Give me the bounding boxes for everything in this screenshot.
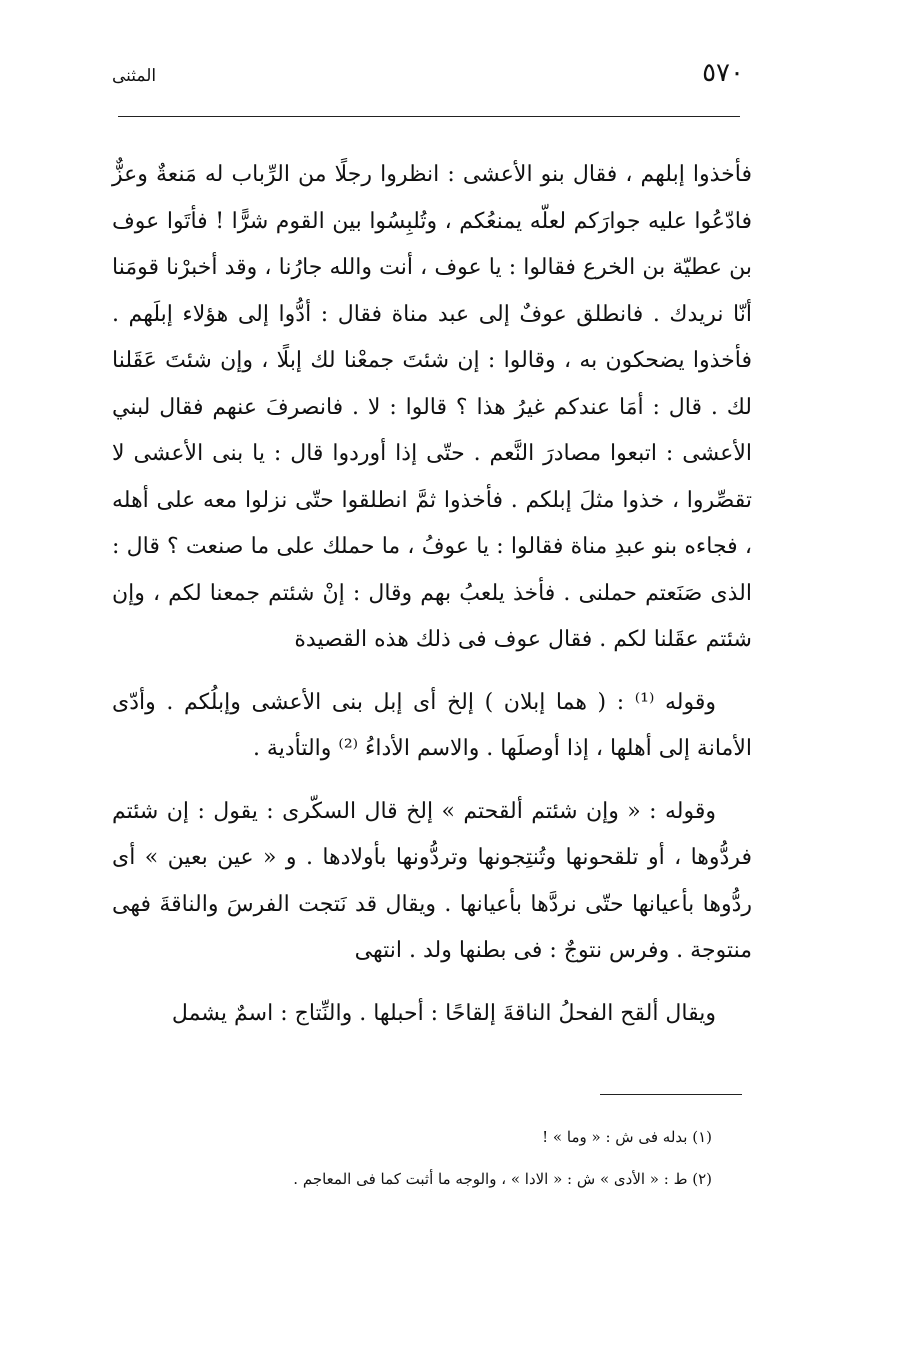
header-divider bbox=[118, 116, 740, 117]
paragraph-commentary-1: وقوله ⁽¹⁾ : ( هما إبلان ) إلخ أى إبل بنى الأعشى وإبلُكم . وأدّى الأمانة إلى أهلها ، إذا أوصلَها . والاسم الأداءُ ⁽²⁾ والتأدية . bbox=[112, 689, 752, 761]
footnote-2: (٢) ط : « الأدى » ش : « الادا » ، والوجه ما أثبت كما فى المعاجم . bbox=[293, 1170, 712, 1188]
paragraph-commentary-3: ويقال ألقح الفحلُ الناقةَ إلقاحًا : أحبلها . والنِّتاج : اسمٌ يشمل bbox=[171, 1000, 716, 1026]
page-header bbox=[112, 58, 752, 98]
paragraph-narrative: فأخذوا إبلهم ، فقال بنو الأعشى : انظروا رجلًا من الرِّباب له مَنعةٌ وعزٌّ فادّعُوا عليه جوارَكم لعلّه يمنعُكم ، وتُلبِسُوا بين القوم شرًّا ! فأتَوا عوف بن عطيّة بن الخرع فقالوا : يا عوف ، أنت والله جارُنا ، وقد أخبرْنا قومَنا أنّا نريدك . فانطلق عوفٌ إلى عبد مناة فقال : أدُّوا إلى هؤلاء إبلَهم . فأخذوا يضحكون به ، وقالوا : إن شئتَ جمعْنا لك إبلًا ، وإن شئتَ عَقَلنا لك . قال : أمَا عندكم غيرُ هذا ؟ قالوا : لا . فانصرفَ عنهم فقال لبني الأعشى : اتبعوا مصادرَ النَّعم . حتّى إذا أوردوا قال : يا بنى الأعشى لا تقصِّروا ، خذوا مثلَ إبلكم . فأخذوا ثمَّ انطلقوا حتّى نزلوا معه على أهله ، فجاءه بنو عبدِ مناة فقالوا : يا عوفُ ، ما حملك على ما صنعت ؟ قال : الذى صَنَعتم حملنى . فأخذ يلعبُ بهم وقال : إنْ شئتم جمعنا لكم ، وإن شئتم عقَلنا لكم . فقال عوف فى ذلك هذه القصيدة bbox=[112, 162, 752, 652]
page-number: ٥٧٠ bbox=[702, 58, 744, 88]
paragraph-commentary-2: وقوله : « وإن شئتم ألقحتم » إلخ قال السكّرى : يقول : إن شئتم فردُّوها ، أو تلقحونها وتُنتِجونها وتردُّونها بأولادها . و « عين بعين » أى ردُّوها بأعيانها حتّى نردَّها بأعيانها . ويقال قد نَتجت الفرسَ والناقةَ فهى منتوجة . وفرس نتوجٌ : فى بطنها ولد . انتهى bbox=[112, 798, 752, 963]
running-title: المثنى bbox=[112, 66, 157, 86]
footnotes bbox=[112, 1122, 712, 1206]
main-text bbox=[112, 152, 752, 1037]
footnote-1: (١) بدله فى ش : « وما » ! bbox=[542, 1128, 712, 1146]
footnote-divider bbox=[600, 1094, 742, 1095]
